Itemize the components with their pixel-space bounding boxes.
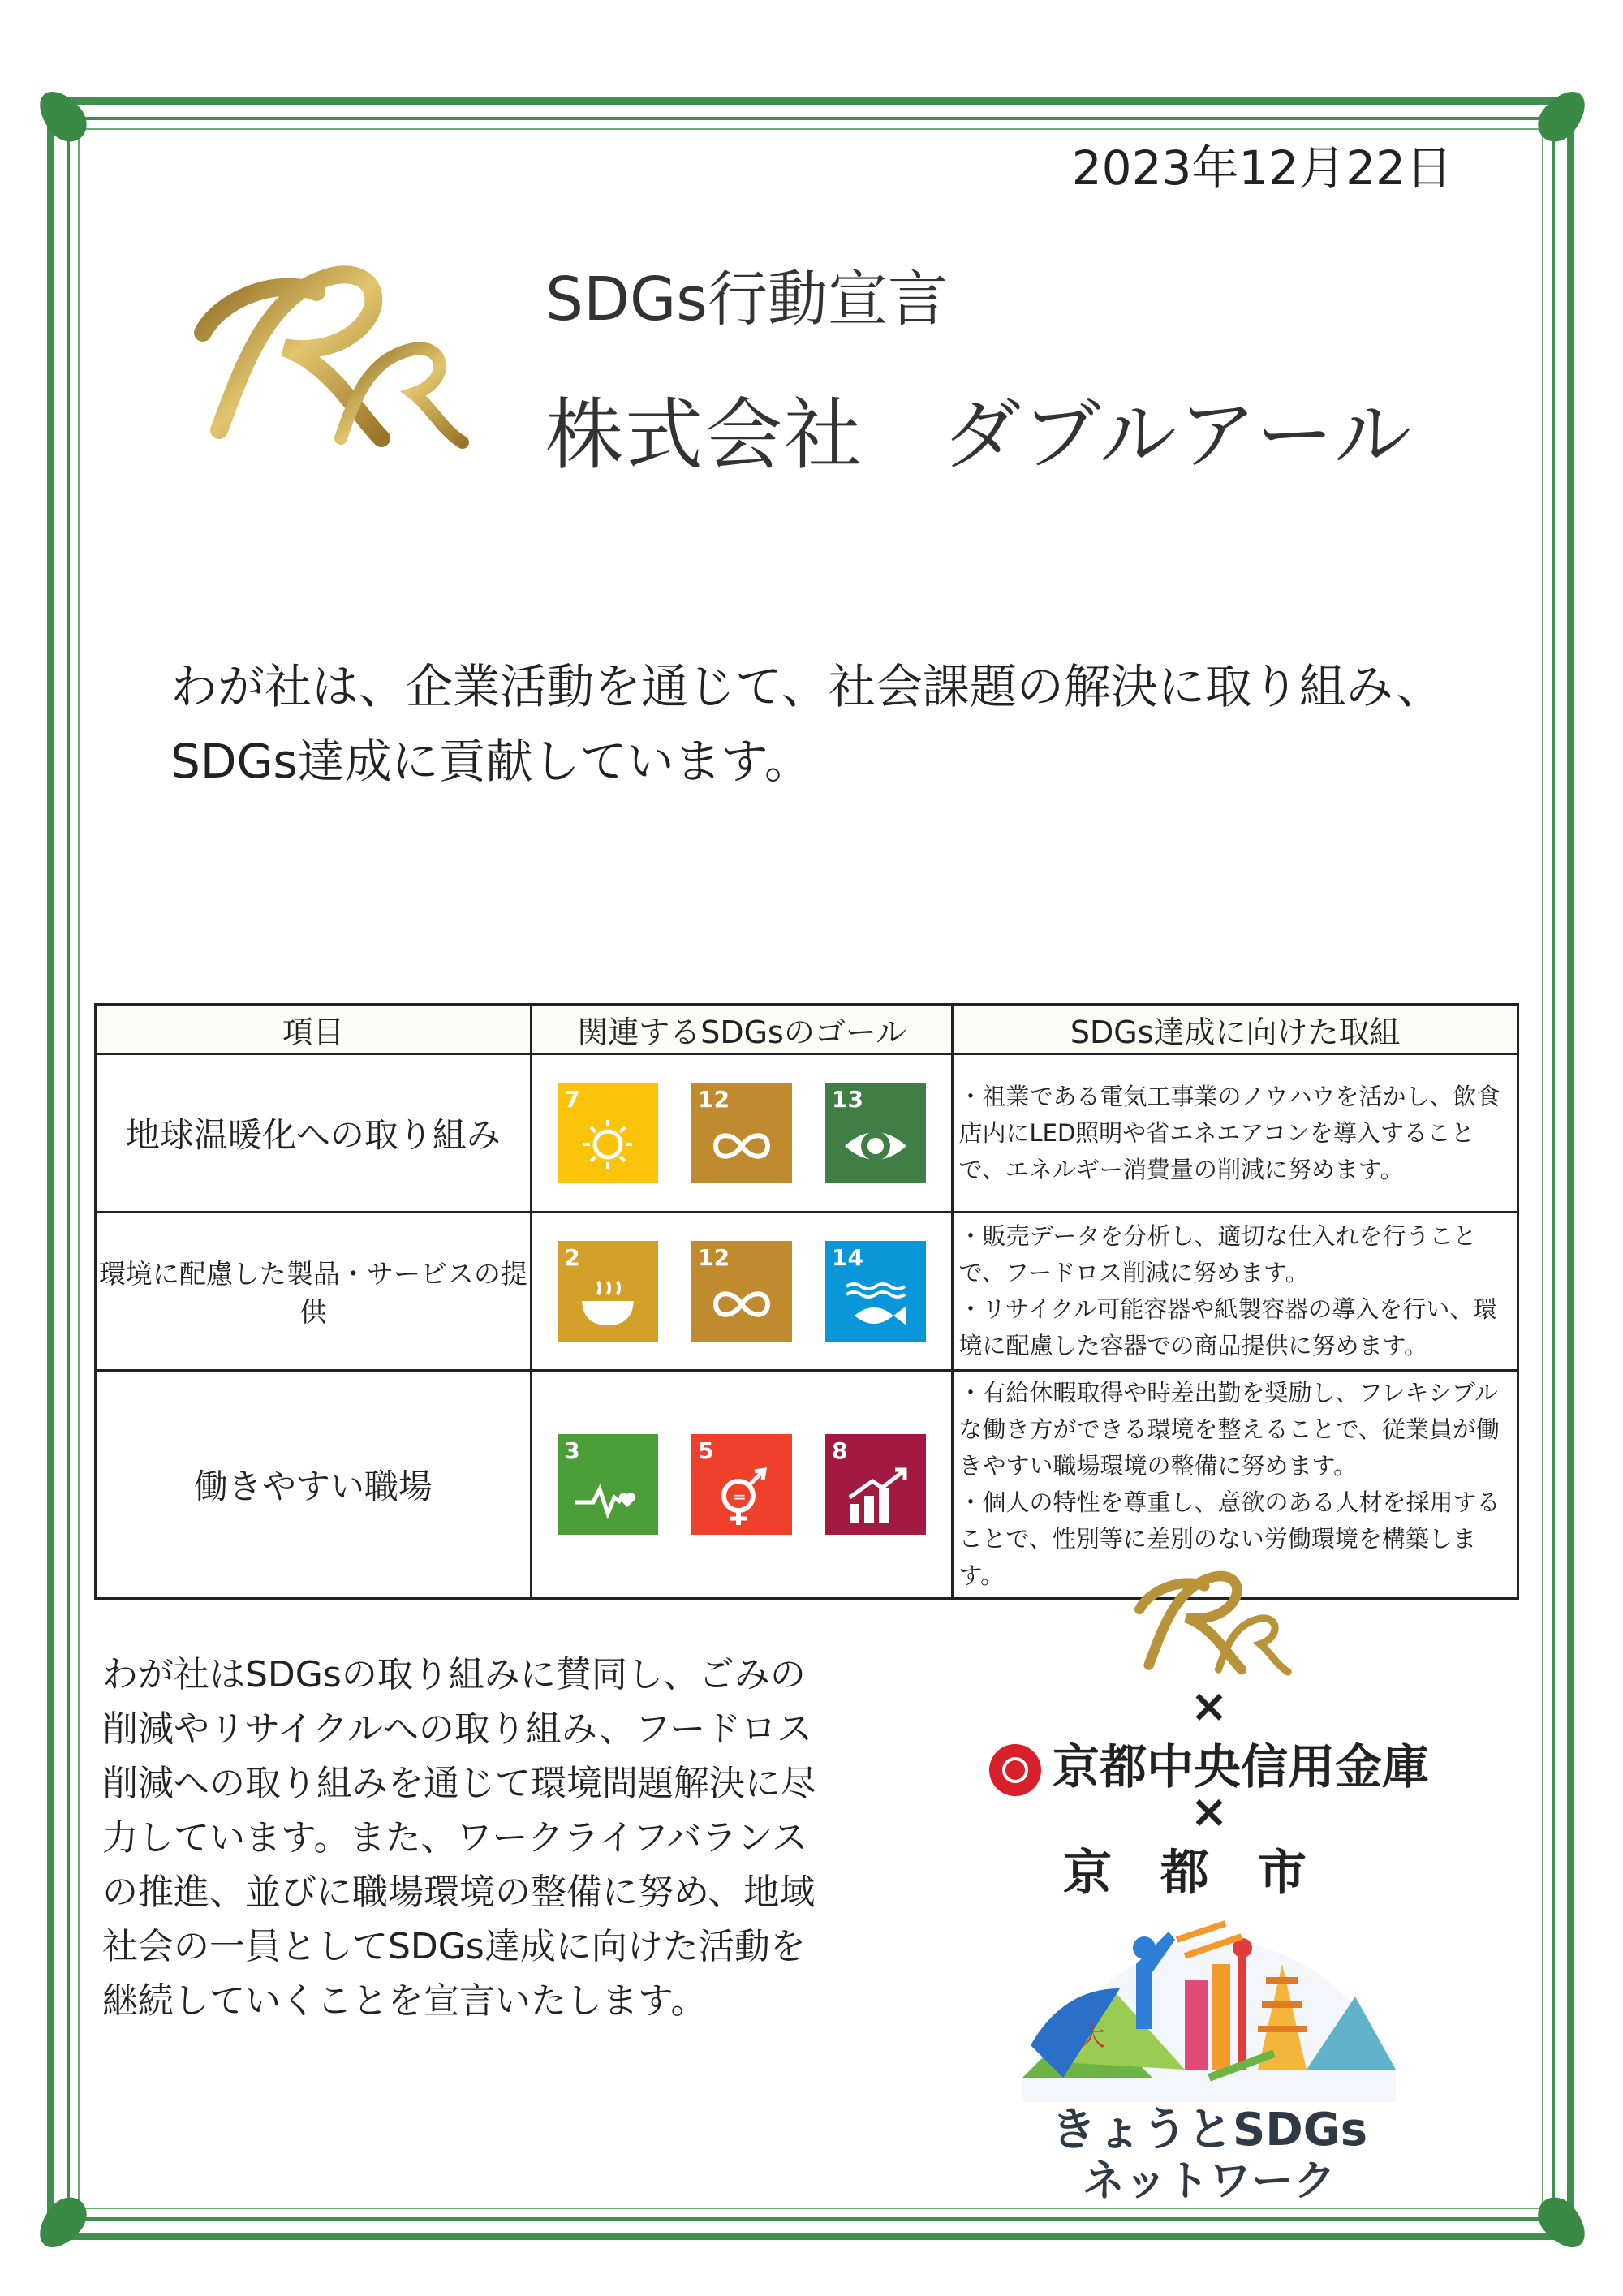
sdg-goal-icon — [825, 1083, 926, 1183]
action-text: ・販売データを分析し、適切な仕入れを行うことで、フードロス削減に努めます。 — [958, 1222, 1477, 1286]
times-sign: × — [1190, 1680, 1229, 1733]
rr-logo-icon — [170, 243, 479, 471]
row-goals — [531, 1371, 953, 1599]
action-text: ・祖業である電気工事業のノウハウを活かし、飲食店内にLED照明や省エネエアコンを導入することで、エネルギー消費量の削減に努めます。 — [958, 1082, 1500, 1183]
sdg-goal-icon — [825, 1434, 926, 1535]
bank-name: 京都中央信用金庫 — [1052, 1739, 1429, 1794]
goal-number: 14 — [832, 1244, 863, 1271]
goal-number: 8 — [832, 1437, 848, 1464]
rr-logo-icon — [1112, 1558, 1307, 1688]
sdg-goal-icon — [691, 1241, 792, 1342]
goal-number: 7 — [564, 1086, 580, 1113]
row-goals — [531, 1213, 953, 1371]
kyoto-network-illustration — [1014, 1915, 1404, 2102]
action-text: ・個人の特性を尊重し、意欲のある人材を採用することで、性別等に差別のない労働環境を構築します。 — [958, 1488, 1500, 1589]
declaration-date: 2023年12月22日 — [1071, 140, 1453, 196]
lead-statement — [170, 649, 1469, 799]
goal-number: 3 — [564, 1437, 580, 1464]
sdg-goal-icon — [825, 1241, 926, 1342]
goal-number: 12 — [698, 1244, 730, 1271]
goal-number: 2 — [564, 1244, 580, 1271]
lead-line: わが社は、企業活動を通じて、社会課題の解決に取り組み、 — [170, 659, 1444, 714]
row-actions — [953, 1054, 1518, 1213]
table-row — [96, 1054, 1518, 1213]
declaration-title: SDGs行動宣言 — [545, 265, 948, 334]
goal-number: 13 — [832, 1086, 863, 1113]
company-name: 株式会社 ダブルアール — [545, 390, 1414, 480]
network-name-line1: きょうとSDGs — [1050, 2104, 1368, 2156]
row-actions — [953, 1213, 1518, 1371]
times-sign: × — [1190, 1786, 1229, 1838]
city-name: 京都市 — [1063, 1845, 1355, 1902]
sdgs-goals-table — [94, 1003, 1519, 1600]
column-header: SDGs達成に向けた取組 — [953, 1005, 1518, 1054]
sdg-goal-icon — [558, 1434, 658, 1535]
network-name-line2: ネットワーク — [1082, 2157, 1336, 2206]
action-text: ・リサイクル可能容器や紙製容器の導入を行い、環境に配慮した容器での商品提供に努めます。 — [958, 1295, 1497, 1359]
row-goals — [531, 1054, 953, 1213]
table-header-row — [96, 1005, 1518, 1054]
sdg-goal-icon — [691, 1434, 792, 1535]
row-item: 働きやすい職場 — [96, 1371, 532, 1599]
lead-line: SDGs達成に貢献しています。 — [170, 734, 812, 789]
svg-text:大: 大 — [1079, 2021, 1106, 2052]
row-item: 地球温暖化への取り組み — [96, 1054, 532, 1213]
closing-statement: わが社はSDGsの取り組みに賛同し、ごみの削減やリサイクルへの取り組み、フードロス削減への取り組みを通じて環境問題解決に尽力しています。また、ワークライフバランスの推進、並びに職場環境の整備に努め、地域社会の一員としてSDGs達成に向けた活動を継続していくことを宣言いたします。 — [102, 1654, 816, 2022]
row-item: 環境に配慮した製品・サービスの提供 — [96, 1213, 532, 1371]
action-text: ・有給休暇取得や時差出勤を奨励し、フレキシブルな働き方ができる環境を整えることで、従業員が働きやすい職場環境の整備に努めます。 — [958, 1379, 1500, 1480]
sdg-goal-icon — [558, 1241, 658, 1342]
sdg-goal-icon — [691, 1083, 792, 1183]
table-row — [96, 1213, 1518, 1371]
partners-block — [933, 1558, 1485, 2206]
svg-text:=: = — [733, 1487, 747, 1506]
column-header: 関連するSDGsのゴール — [531, 1005, 953, 1054]
goal-number: 5 — [698, 1437, 714, 1464]
column-header: 項目 — [96, 1005, 532, 1054]
goal-number: 12 — [698, 1086, 730, 1113]
sdg-goal-icon — [558, 1083, 658, 1183]
